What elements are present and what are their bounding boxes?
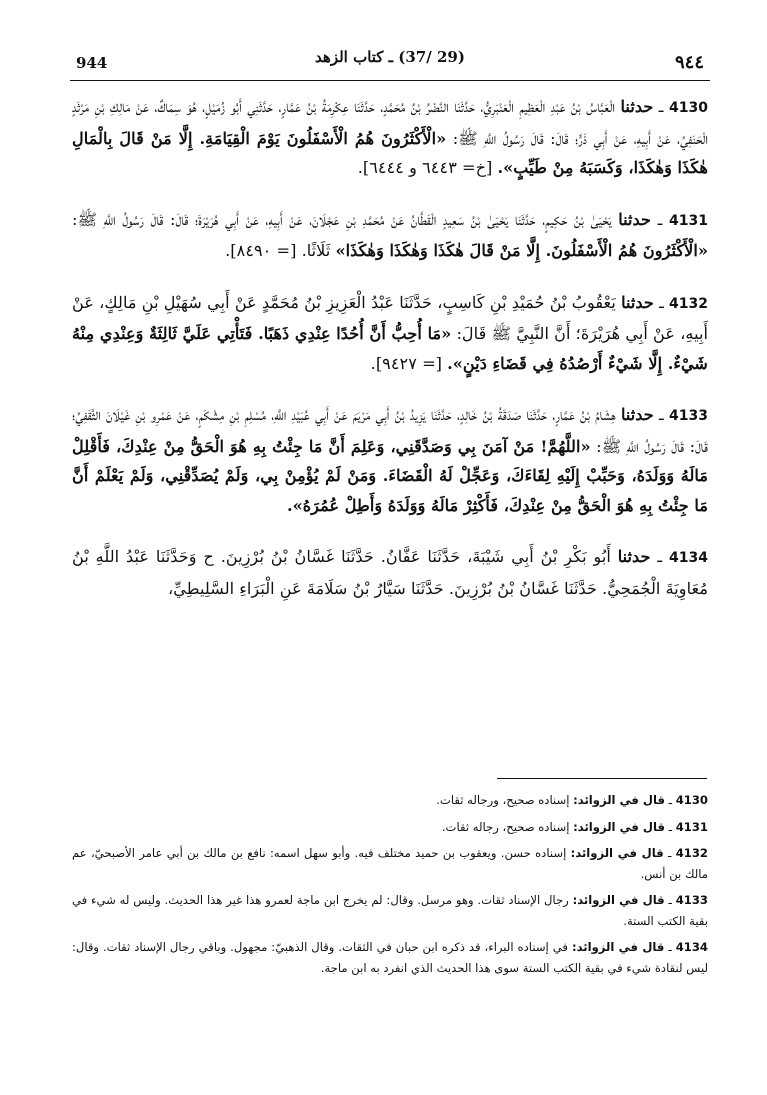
hadith-4131: 4131 ـ حدثنا يَحْيَىٰ بْنُ حَكِيمٍ، حَدَّثَنَا يَحْيَىٰ بْنُ سَعِيدٍ الْقَطَّانُ عَنْ مُحَمَّدِ بْنِ عَجْلَانَ، عَنْ أَبِيهِ، عَنْ أَبِي هُرَيْرَةَ؛ قَالَ: قَالَ رَسُولُ اللَّهِ ﷺ: «الْأَكْثَرُونَ هُمُ الْأَسْفَلُونَ. إِلَّا مَنْ قَالَ هٰكَذَا وَهٰكَذَا وَهٰكَذَا» ثَلَاثًا. [= ٨٤٩٠]. <box>72 209 708 260</box>
footnote-label: قال في الزوائد: <box>573 819 665 834</box>
hadith-opener: حدثنا <box>618 209 652 229</box>
footnote-rule <box>497 778 707 779</box>
hadith-4133: 4133 ـ حدثنا هِشَامُ بْنُ عَمَّارٍ، حَدَّثَنَا صَدَقَةُ بْنُ خَالِدٍ، حَدَّثَنَا يَزِيدُ بْنُ أَبِي مَرْيَمَ عَنْ أَبِي عُبَيْدِ اللَّهِ، مُسْلِمِ بْنِ مِشْكَمٍ، عَنْ عَمْرِو بْنِ غَيْلَانَ الثَّقَفِيِّ؛ قَالَ: قَالَ رَسُولُ اللَّهِ ﷺ: «اللَّهُمَّ! مَنْ آمَنَ بِي وَصَدَّقَنِي، وَعَلِمَ أَنَّ مَا جِئْتُ بِهِ هُوَ الْحَقُّ مِنْ عِنْدِكَ، فَأَقْلِلْ مَالَهُ وَوَلَدَهُ، وَحَبِّبْ إِلَيْهِ لِقَاءَكَ، وَعَجِّلْ لَهُ الْقَضَاءَ. وَمَنْ لَمْ يُؤْمِنْ بِي، وَلَمْ يُصَدِّقْنِي، وَلَمْ يَعْلَمْ أَنَّ مَا جِئْتُ بِهِ هُوَ الْحَقُّ مِنْ عِنْدِكَ، فَأَكْثِرْ مَالَهُ وَوَلَدَهُ وَأَطِلْ عُمُرَهُ». <box>72 405 708 515</box>
hadith-opener: حدثنا <box>621 292 654 312</box>
isnad: الْعَبَّاسُ بْنُ عَبْدِ الْعَظِيمِ الْعَنْبَرِيُّ، حَدَّثَنَا النَّضْرُ بْنُ مُحَمَّدٍ، حَدَّثَنَا عِكْرِمَةُ بْنُ عَمَّارٍ، حَدَّثَنِي أَبُو زُمَيْلٍ، هُوَ سِمَاكٌ، عَنْ مَالِكِ بْنِ مَرْثَدٍ الْحَنَفِيِّ، عَنْ أَبِيهِ، عَنْ أَبِي ذَرٍّ؛ قَالَ: قَالَ رَسُولُ اللَّهِ ﷺ: <box>72 97 708 148</box>
footnote-number: 4132 <box>675 846 708 860</box>
hadith-text-block <box>72 92 708 625</box>
footnote-text: إسناده حسن. ويعقوب بن حميد مختلف فيه. وأبو سهل اسمه: نافع بن مالك بن أبي عامر الأصبحيّ، عم مالك بن أنس. <box>72 846 708 881</box>
hadith-opener: حدثنا <box>620 97 654 116</box>
footnote-number: 4130 <box>675 793 708 807</box>
isnad: أَبُو بَكْرِ بْنُ أَبِي شَيْبَةَ، حَدَّثَنَا عَفَّانُ. حَدَّثَنَا غَسَّانُ بْنُ بُرْزِينَ. ح وَحَدَّثَنَا عَبْدُ اللَّهِ بْنُ مُعَاوِيَةَ الْجُمَحِيُّ. حَدَّثَنَا غَسَّانُ بْنُ بُرْزِينَ. حَدَّثَنَا سَيَّارُ بْنُ سَلَامَةَ عَنِ الْبَرَاءِ السَّلِيطِيِّ، <box>72 547 708 598</box>
footnote-text: إسناده صحيح، ورجاله ثقات. <box>436 793 570 807</box>
hadith-4132: 4132 ـ حدثنا يَعْقُوبُ بْنُ حُمَيْدِ بْنِ كَاسِبٍ، حَدَّثَنَا عَبْدُ الْعَزِيزِ بْنُ مُحَمَّدٍ عَنْ أَبِي سُهَيْلِ بْنِ مَالِكٍ، عَنْ أَبِيهِ، عَنْ أَبِي هُرَيْرَةَ؛ أَنَّ النَّبِيَّ ﷺ قَالَ: «مَا أُحِبُّ أَنَّ أُحُدًا عِنْدِي ذَهَبًا. فَتَأْتِي عَلَيَّ ثَالِثَةٌ وَعِنْدِي مِنْهُ شَيْءٌ. إِلَّا شَيْءٌ أَرْصُدُهُ فِي قَضَاءِ دَيْنٍ». [= ٩٤٢٧]. <box>72 292 708 373</box>
footnote: 4134 ـ قال في الزوائد: في إسناده البراء، قد ذكره ابن حبان في الثقات. وقال الذهبيّ: مجهول. وباقي رجال الإسناد ثقات. وقال: ليس لنقادة شيء في بقية الكتب الستة سوى هذا الحديث الذي انفرد به ابن ماجة. <box>72 940 708 975</box>
footnote-label: قال في الزوائد: <box>573 793 665 807</box>
matn: «اللَّهُمَّ! مَنْ آمَنَ بِي وَصَدَّقَنِي، وَعَلِمَ أَنَّ مَا جِئْتُ بِهِ هُوَ الْحَقُّ مِنْ عِنْدِكَ، فَأَقْلِلْ مَالَهُ وَوَلَدَهُ، وَحَبِّبْ إِلَيْهِ لِقَاءَكَ، وَعَجِّلْ لَهُ الْقَضَاءَ. وَمَنْ لَمْ يُؤْمِنْ بِي، وَلَمْ يُصَدِّقْنِي، وَلَمْ يَعْلَمْ أَنَّ مَا جِئْتُ بِهِ هُوَ الْحَقُّ مِنْ عِنْدِكَ، فَأَكْثِرْ مَالَهُ وَوَلَدَهُ وَأَطِلْ عُمُرَهُ». <box>72 436 708 515</box>
footnote-number: 4133 <box>675 893 708 907</box>
isnad: يَعْقُوبُ بْنُ حُمَيْدِ بْنِ كَاسِبٍ، حَدَّثَنَا عَبْدُ الْعَزِيزِ بْنُ مُحَمَّدٍ عَنْ أَبِي سُهَيْلِ بْنِ مَالِكٍ، عَنْ أَبِيهِ، عَنْ أَبِي هُرَيْرَةَ؛ أَنَّ النَّبِيَّ ﷺ قَالَ: <box>72 292 708 343</box>
hadith-number: 4132 <box>669 295 708 312</box>
footnote-text: في إسناده البراء، قد ذكره ابن حبان في الثقات. وقال الذهبيّ: مجهول. وباقي رجال الإسناد ثقات. وقال: ليس لنقادة شيء في بقية الكتب الستة سوى هذا الحديث الذي انفرد به ابن ماجة. <box>72 940 708 975</box>
page-number-latin: 944 <box>76 54 108 72</box>
isnad: يَحْيَىٰ بْنُ حَكِيمٍ، حَدَّثَنَا يَحْيَىٰ بْنُ سَعِيدٍ الْقَطَّانُ عَنْ مُحَمَّدِ بْنِ عَجْلَانَ، عَنْ أَبِيهِ، عَنْ أَبِي هُرَيْرَةَ؛ قَالَ: قَالَ رَسُولُ اللَّهِ ﷺ: <box>72 209 612 229</box>
hadith-number: 4133 <box>669 408 708 424</box>
page-number-arabic: ٩٤٤ <box>674 52 704 73</box>
header-rule <box>70 80 710 81</box>
matn: «الْأَكْثَرُونَ هُمُ الْأَسْفَلُونَ يَوْمَ الْقِيَامَةِ. إِلَّا مَنْ قَالَ بِالْمَالِ هٰكَذَا وَهٰكَذَا، وَكَسَبَهُ مِنْ طَيِّبٍ». <box>72 128 708 177</box>
matn: «الْأَكْثَرُونَ هُمُ الْأَسْفَلُونَ. إِلَّا مَنْ قَالَ هٰكَذَا وَهٰكَذَا وَهٰكَذَا» <box>335 241 708 260</box>
cross-reference: [= ٩٤٢٧]. <box>370 353 442 373</box>
footnote: 4131 ـ قال في الزوائد: إسناده صحيح، رجاله ثقات. <box>441 819 708 834</box>
cross-reference: ثَلَاثًا. [= ٨٤٩٠]. <box>225 241 331 260</box>
hadith-opener: حدثنا <box>617 547 651 566</box>
footnote-number: 4134 <box>675 940 708 954</box>
page-header <box>70 40 710 80</box>
hadith-4134: 4134 ـ حدثنا أَبُو بَكْرِ بْنُ أَبِي شَيْبَةَ، حَدَّثَنَا عَفَّانُ. حَدَّثَنَا غَسَّانُ بْنُ بُرْزِينَ. ح وَحَدَّثَنَا عَبْدُ اللَّهِ بْنُ مُعَاوِيَةَ الْجُمَحِيُّ. حَدَّثَنَا غَسَّانُ بْنُ بُرْزِينَ. حَدَّثَنَا سَيَّارُ بْنُ سَلَامَةَ عَنِ الْبَرَاءِ السَّلِيطِيِّ، <box>72 547 708 598</box>
footnote-label: قال في الزوائد: <box>570 846 664 860</box>
hadith-number: 4130 <box>669 100 708 116</box>
hadith-4130: 4130 ـ حدثنا الْعَبَّاسُ بْنُ عَبْدِ الْعَظِيمِ الْعَنْبَرِيُّ، حَدَّثَنَا النَّضْرُ بْنُ مُحَمَّدٍ، حَدَّثَنَا عِكْرِمَةُ بْنُ عَمَّارٍ، حَدَّثَنِي أَبُو زُمَيْلٍ، هُوَ سِمَاكٌ، عَنْ مَالِكِ بْنِ مَرْثَدٍ الْحَنَفِيِّ، عَنْ أَبِيهِ، عَنْ أَبِي ذَرٍّ؛ قَالَ: قَالَ رَسُولُ اللَّهِ ﷺ: «الْأَكْثَرُونَ هُمُ الْأَسْفَلُونَ يَوْمَ الْقِيَامَةِ. إِلَّا مَنْ قَالَ بِالْمَالِ هٰكَذَا وَهٰكَذَا، وَكَسَبَهُ مِنْ طَيِّبٍ». [خ= ٦٤٤٣ و ٦٤٤٤]. <box>72 97 708 177</box>
footnote-text: إسناده صحيح، رجاله ثقات. <box>441 819 570 834</box>
isnad: هِشَامُ بْنُ عَمَّارٍ، حَدَّثَنَا صَدَقَةُ بْنُ خَالِدٍ، حَدَّثَنَا يَزِيدُ بْنُ أَبِي مَرْيَمَ عَنْ أَبِي عُبَيْدِ اللَّهِ، مُسْلِمِ بْنِ مِشْكَمٍ، عَنْ عَمْرِو بْنِ غَيْلَانَ الثَّقَفِيِّ؛ قَالَ: قَالَ رَسُولُ اللَّهِ ﷺ: <box>72 405 708 456</box>
matn: «مَا أُحِبُّ أَنَّ أُحُدًا عِنْدِي ذَهَبًا. فَتَأْتِي عَلَيَّ ثَالِثَةٌ وَعِنْدِي مِنْهُ شَيْءٌ. إِلَّا شَيْءٌ أَرْصُدُهُ فِي قَضَاءِ دَيْنٍ». <box>72 324 708 373</box>
cross-reference: [خ= ٦٤٤٣ و ٦٤٤٤]. <box>357 158 493 177</box>
footnote: 4130 ـ قال في الزوائد: إسناده صحيح، ورجاله ثقات. <box>436 793 708 807</box>
footnote: 4133 ـ قال في الزوائد: رجال الإسناد ثقات. وهو مرسل. وقال: لم يخرج ابن ماجة لعمرو هذا غير هذا الحديث. وليس له شيء في بقية الكتب الستة. <box>72 893 708 928</box>
footnote-text: رجال الإسناد ثقات. وهو مرسل. وقال: لم يخرج ابن ماجة لعمرو هذا غير هذا الحديث. وليس له شيء في بقية الكتب الستة. <box>72 893 708 928</box>
footnote-number: 4131 <box>675 819 708 834</box>
footnotes <box>72 790 708 984</box>
hadith-number: 4131 <box>669 212 708 229</box>
footnote: 4132 ـ قال في الزوائد: إسناده حسن. ويعقوب بن حميد مختلف فيه. وأبو سهل اسمه: نافع بن مالك بن أبي عامر الأصبحيّ، عم مالك بن أنس. <box>72 846 708 881</box>
hadith-opener: حدثنا <box>620 405 654 424</box>
running-title: (29 /37) ـ كتاب الزهد <box>315 48 465 66</box>
footnote-label: قال في الزوائد: <box>572 893 665 907</box>
hadith-number: 4134 <box>669 550 708 566</box>
footnote-label: قال في الزوائد: <box>571 940 665 954</box>
